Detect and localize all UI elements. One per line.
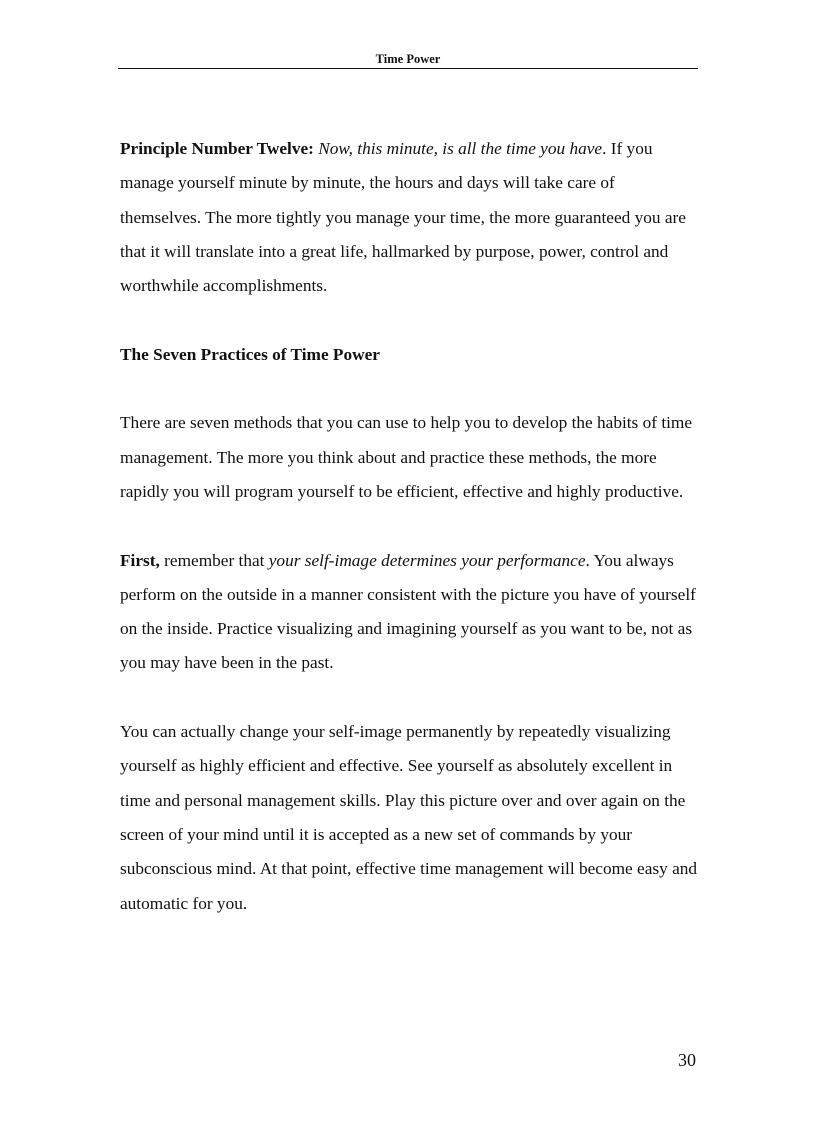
principle-twelve-paragraph [120, 132, 700, 303]
page-body [120, 132, 700, 921]
running-header: Time Power [375, 52, 441, 66]
section-heading-text: The Seven Practices of Time Power [120, 344, 380, 364]
page-number: 30 [678, 1050, 696, 1070]
header-rule [118, 68, 698, 69]
first-emphasis: your self-image determines your performance [268, 550, 586, 570]
principle-statement: Now, this minute, is all the time you have [318, 139, 603, 158]
first-label: First, [120, 550, 160, 570]
principle-label: Principle Number Twelve: [120, 139, 314, 158]
principle-body: . If you manage yourself minute by minute, the hours and days will take care of themselves. The more tightly you manage your time, the more guaranteed you are that it will translate into a great life, hallmarked by purpose, power, control and worthwhile accomplishments. [120, 139, 686, 296]
first-practice-paragraph [120, 544, 700, 681]
seven-methods-paragraph: There are seven methods that you can use to help you to develop the habits of time management. The more you think about and practice these methods, the more rapidly you will program yourself to be efficient, effective and highly productive. [120, 413, 693, 501]
first-intro: remember that [164, 550, 265, 570]
first-body: . You always perform on the outside in a manner consistent with the picture you have of yourself on the inside. Practice visualizing and imagining yourself as you want to be, not as you may have been in the past. [120, 550, 696, 673]
self-image-paragraph: You can actually change your self-image permanently by repeatedly visualizing yourself as highly efficient and effective. See yourself as absolutely excellent in time and personal management skills. Play this picture over and over again on the screen of your mind until it is accepted as a new set of commands by your subconscious mind. At that point, effective time management will become easy and automatic for you. [120, 722, 698, 913]
section-heading [120, 338, 700, 372]
